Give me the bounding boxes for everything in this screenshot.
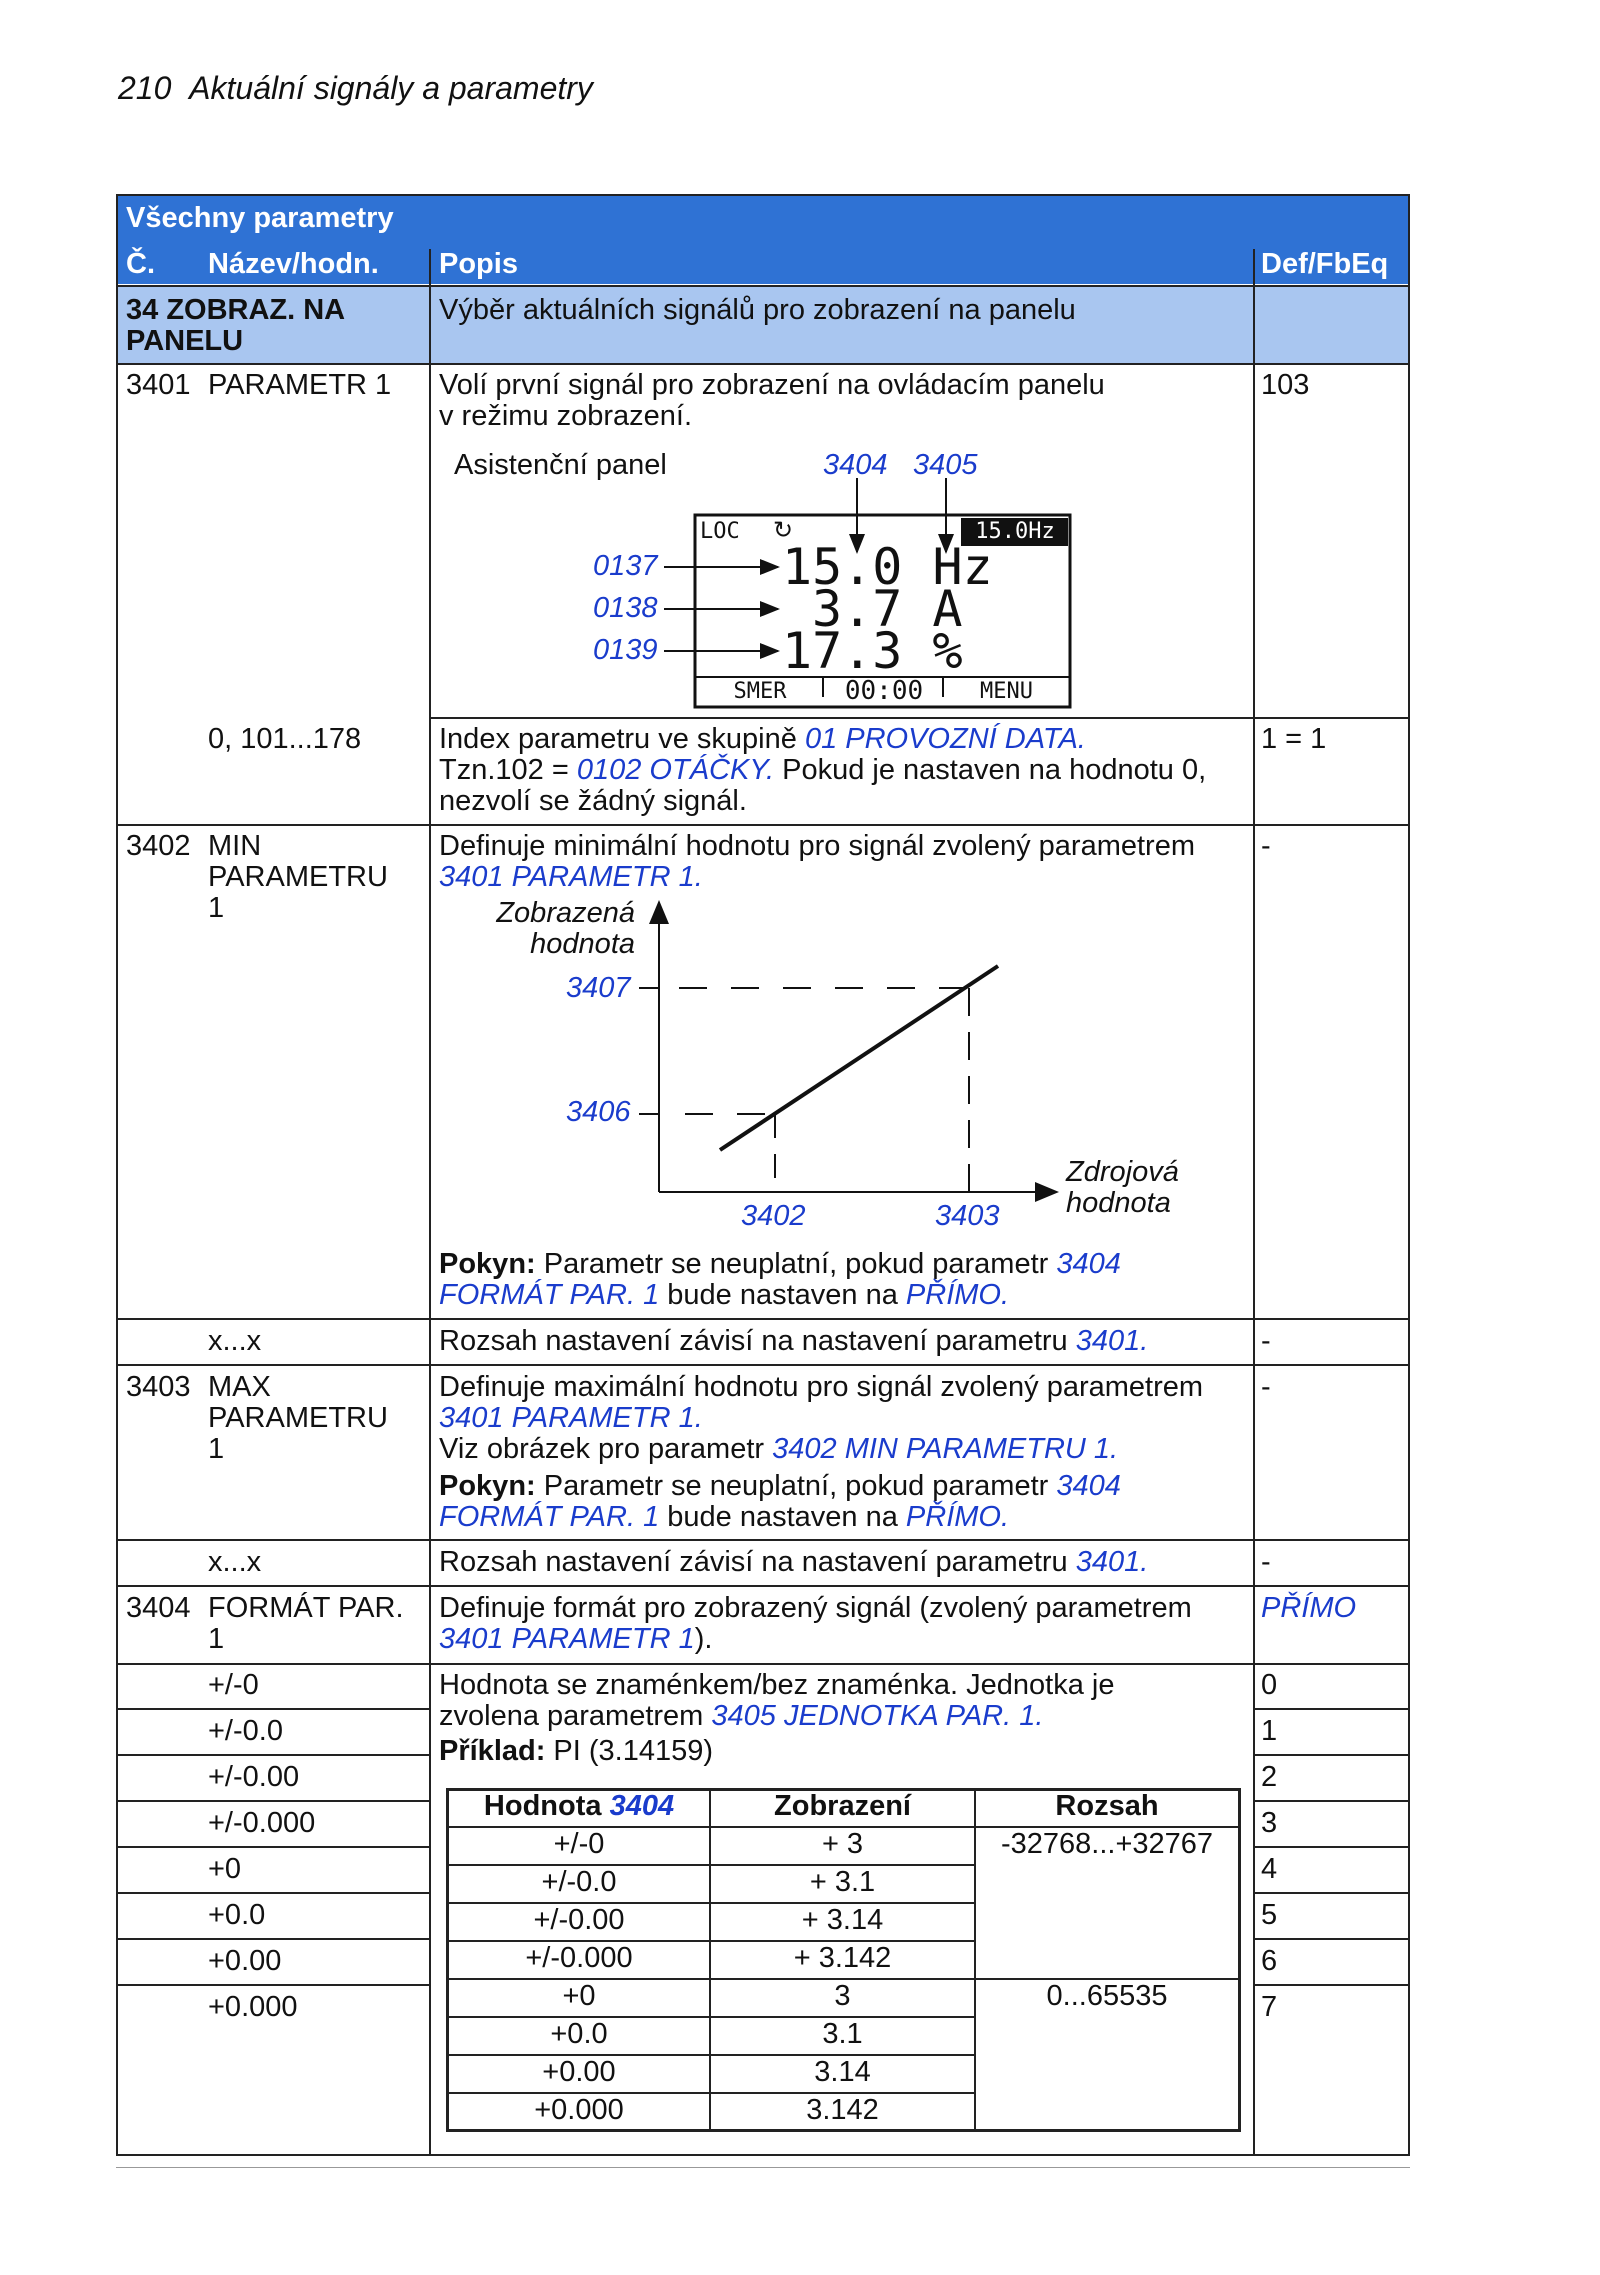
panel-reference: 15.0Hz xyxy=(975,519,1055,544)
param-3402-range-name: x...x xyxy=(208,1325,262,1357)
param-3402-desc-line1: Definuje minimální hodnotu pro signál zvolený parametrem xyxy=(439,830,1195,862)
value-name: +0 xyxy=(208,1853,242,1885)
col-header-num: Č. xyxy=(126,248,155,280)
param-3404-desc-line1: Definuje formát pro zobrazený signál (zvolený parametrem xyxy=(439,1592,1192,1624)
panel-button-menu: MENU xyxy=(980,679,1033,704)
param-3404-name-line2: 1 xyxy=(208,1623,225,1655)
panel-button-smer: SMER xyxy=(733,679,787,704)
example-cell-display: 3.14 xyxy=(814,2056,871,2088)
param-3401-range-name: 0, 101...178 xyxy=(208,723,362,755)
graph-x-tick-3403: 3403 xyxy=(935,1200,1000,1232)
link-3405-jednotka-par-1[interactable]: 3405 JEDNOTKA PAR. 1. xyxy=(711,1700,1044,1732)
rotation-icon: ↻ xyxy=(773,516,794,544)
table-title-text: Všechny parametry xyxy=(126,202,394,234)
param-3403-range-def: - xyxy=(1261,1546,1271,1578)
panel-label: Asistenční panel xyxy=(454,449,667,481)
link-primo[interactable]: PŘÍMO. xyxy=(905,1501,1010,1533)
param-3401-def: 103 xyxy=(1261,369,1310,401)
example-cell-value: +0.00 xyxy=(542,2056,616,2088)
param-3401-name: PARAMETR 1 xyxy=(208,369,392,401)
example-cell-value: +/-0.00 xyxy=(533,1904,625,1936)
col-header-name: Název/hodn. xyxy=(208,248,379,280)
value-name: +0.00 xyxy=(208,1945,282,1977)
link-3404[interactable]: 3404 xyxy=(1056,1470,1121,1502)
example-text: PI (3.14159) xyxy=(545,1735,714,1767)
note-text: bude nastaven na xyxy=(659,1279,906,1311)
graph-x-label xyxy=(1066,1157,1179,1219)
link-format-par-1[interactable]: FORMÁT PAR. 1 xyxy=(439,1501,660,1533)
param-3403-name-line1: MAX xyxy=(208,1371,271,1403)
range-desc-text: Tzn.102 = xyxy=(439,754,577,786)
param-3404-name-line1: FORMÁT PAR. xyxy=(208,1592,404,1624)
panel-signal-1: 15.0 Hz xyxy=(782,538,993,596)
value-def: 7 xyxy=(1261,1991,1278,2023)
link-0102-otacky[interactable]: 0102 OTÁČKY. xyxy=(576,754,775,786)
param-3401-desc-line2: v režimu zobrazení. xyxy=(439,400,693,432)
example-cell-display: + 3.1 xyxy=(809,1866,876,1898)
example-cell-display: 3 xyxy=(834,1980,851,2012)
section-desc: Výběr aktuálních signálů pro zobrazení na panelu xyxy=(439,294,1076,326)
param-3403-num: 3403 xyxy=(126,1371,191,1403)
example-range-signed: -32768...+32767 xyxy=(1000,1828,1214,1860)
panel-signal-3: 17.3 % xyxy=(782,622,963,680)
example-cell-display: + 3.14 xyxy=(801,1904,884,1936)
example-cell-display: 3.1 xyxy=(822,2018,863,2050)
panel-pointer-3405: 3405 xyxy=(913,449,978,481)
param-3402-range-desc xyxy=(439,1326,1148,1357)
link-3401-parametr-1[interactable]: 3401 PARAMETR 1. xyxy=(439,1402,703,1434)
param-3403-range-name: x...x xyxy=(208,1546,262,1578)
example-cell-display: + 3.142 xyxy=(793,1942,892,1974)
value-def: 3 xyxy=(1261,1807,1278,1839)
panel-clock: 00:00 xyxy=(844,676,924,706)
values-desc-text: zvolena parametrem xyxy=(439,1700,712,1732)
graph-y-label-line1: Zobrazená xyxy=(496,897,635,929)
example-header-range: Rozsah xyxy=(1055,1790,1159,1822)
value-name: +/-0.00 xyxy=(208,1761,300,1793)
graph-x-label-line1: Zdrojová xyxy=(1066,1156,1179,1188)
param-3402-name-line1: MIN xyxy=(208,830,262,862)
panel-loc: LOC xyxy=(700,519,740,544)
signal-code-0138: 0138 xyxy=(593,592,658,624)
range-desc-text: Pokud je nastaven na hodnotu 0, xyxy=(774,754,1207,786)
link-format-par-1[interactable]: FORMÁT PAR. 1 xyxy=(439,1279,660,1311)
link-01-provozni-data[interactable]: 01 PROVOZNÍ DATA. xyxy=(804,723,1086,755)
example-cell-value: +0 xyxy=(562,1980,596,2012)
example-cell-value: +/-0.000 xyxy=(525,1942,633,1974)
param-3403-name xyxy=(208,1372,388,1465)
section-name-line1: 34 ZOBRAZ. NA xyxy=(126,294,346,326)
page-number: 210 xyxy=(118,70,172,106)
graph-y-label-line2: hodnota xyxy=(530,928,635,960)
note-label: Pokyn: xyxy=(439,1248,536,1280)
note-text: Parametr se neuplatní, pokud parametr xyxy=(535,1248,1057,1280)
note-text: bude nastaven na xyxy=(659,1501,906,1533)
graph-x-tick-3402: 3402 xyxy=(741,1200,806,1232)
value-def: 5 xyxy=(1261,1899,1278,1931)
signal-code-0139: 0139 xyxy=(593,634,658,666)
value-def: 6 xyxy=(1261,1945,1278,1977)
value-def: 0 xyxy=(1261,1669,1278,1701)
value-def: 1 xyxy=(1261,1715,1278,1747)
example-header-text: Hodnota xyxy=(483,1790,610,1822)
graph-x-label-line2: hodnota xyxy=(1066,1187,1171,1219)
range-desc-text: Rozsah nastavení závisí na nastavení parametru xyxy=(439,1325,1076,1357)
param-3403-range-desc xyxy=(439,1547,1148,1578)
panel-pointer-3404: 3404 xyxy=(823,449,888,481)
example-cell-display: 3.142 xyxy=(806,2094,879,2126)
graph-scaling-line xyxy=(720,966,998,1150)
param-3404-values-desc xyxy=(439,1670,1114,1767)
value-name: +/-0.000 xyxy=(208,1807,316,1839)
param-3403-def: - xyxy=(1261,1371,1271,1403)
param-3402-name-line3: 1 xyxy=(208,892,225,924)
footer-rule xyxy=(116,2167,1410,2168)
link-3401-parametr-1[interactable]: 3401 PARAMETR 1 xyxy=(439,1623,695,1655)
param-3404-name xyxy=(208,1593,404,1655)
range-desc-text: Rozsah nastavení závisí na nastavení parametru xyxy=(439,1546,1076,1578)
link-3402-min-parametru-1[interactable]: 3402 MIN PARAMETRU 1. xyxy=(772,1433,1119,1465)
param-3401-range-def: 1 = 1 xyxy=(1261,723,1327,755)
example-header-display: Zobrazení xyxy=(774,1790,911,1822)
range-desc-text: nezvolí se žádný signál. xyxy=(439,785,747,817)
link-3401[interactable]: 3401. xyxy=(1075,1325,1149,1357)
example-cell-value: +0.000 xyxy=(534,2094,624,2126)
param-3402-def: - xyxy=(1261,830,1271,862)
param-3403-desc-line1: Definuje maximální hodnotu pro signál zvolený parametrem xyxy=(439,1371,1204,1403)
param-3402-name-line2: PARAMETRU xyxy=(208,861,388,893)
link-3401-parametr-1[interactable]: 3401 PARAMETR 1. xyxy=(439,861,703,893)
section-name-line2: PANELU xyxy=(126,325,244,357)
graph-y-label xyxy=(470,898,635,960)
example-cell-value: +0.0 xyxy=(550,2018,608,2050)
example-label: Příklad: xyxy=(439,1735,546,1767)
param-3404-desc xyxy=(439,1593,1192,1655)
link-primo[interactable]: PŘÍMO. xyxy=(905,1279,1010,1311)
signal-code-0137: 0137 xyxy=(593,550,658,582)
example-cell-value: +/-0 xyxy=(553,1828,605,1860)
param-3402-num: 3402 xyxy=(126,830,191,862)
link-3404[interactable]: 3404 xyxy=(609,1790,675,1822)
value-def: 4 xyxy=(1261,1853,1278,1885)
value-def: 2 xyxy=(1261,1761,1278,1793)
panel-signal-2: 3.7 A xyxy=(812,580,963,638)
example-header-value xyxy=(449,1791,709,1822)
param-3404-def[interactable]: PŘÍMO xyxy=(1261,1592,1357,1624)
example-cell-display: + 3 xyxy=(821,1828,864,1860)
param-3404-num: 3404 xyxy=(126,1592,191,1624)
values-desc-line1: Hodnota se znaménkem/bez znaménka. Jednotka je xyxy=(439,1669,1115,1701)
param-3401-desc-line1: Volí první signál pro zobrazení na ovládacím panelu xyxy=(439,369,1105,401)
col-header-desc: Popis xyxy=(439,248,518,280)
see-text: Viz obrázek pro parametr xyxy=(439,1433,773,1465)
range-desc-text: Index parametru ve skupině xyxy=(439,723,805,755)
value-name: +0.0 xyxy=(208,1899,266,1931)
param-3403-name-line2: PARAMETRU xyxy=(208,1402,388,1434)
param-3403-name-line3: 1 xyxy=(208,1433,225,1465)
param-3403-desc xyxy=(439,1372,1203,1533)
value-name: +/-0.0 xyxy=(208,1715,283,1747)
desc-text: ). xyxy=(694,1623,713,1655)
col-header-def: Def/FbEq xyxy=(1261,248,1389,280)
param-3402-range-def: - xyxy=(1261,1325,1271,1357)
param-3402-note xyxy=(439,1249,1121,1311)
page-title: Aktuální signály a parametry xyxy=(189,70,593,106)
example-cell-value: +/-0.0 xyxy=(541,1866,617,1898)
value-name: +/-0 xyxy=(208,1669,259,1701)
graph-y-tick-3406: 3406 xyxy=(566,1096,631,1128)
link-3401[interactable]: 3401. xyxy=(1075,1546,1149,1578)
example-range-unsigned: 0...65535 xyxy=(1046,1980,1168,2012)
link-3404[interactable]: 3404 xyxy=(1056,1248,1121,1280)
param-3401-num: 3401 xyxy=(126,369,191,401)
value-name: +0.000 xyxy=(208,1991,298,2023)
note-text: Parametr se neuplatní, pokud parametr xyxy=(535,1470,1057,1502)
note-label: Pokyn: xyxy=(439,1470,536,1502)
graph-y-tick-3407: 3407 xyxy=(566,972,631,1004)
